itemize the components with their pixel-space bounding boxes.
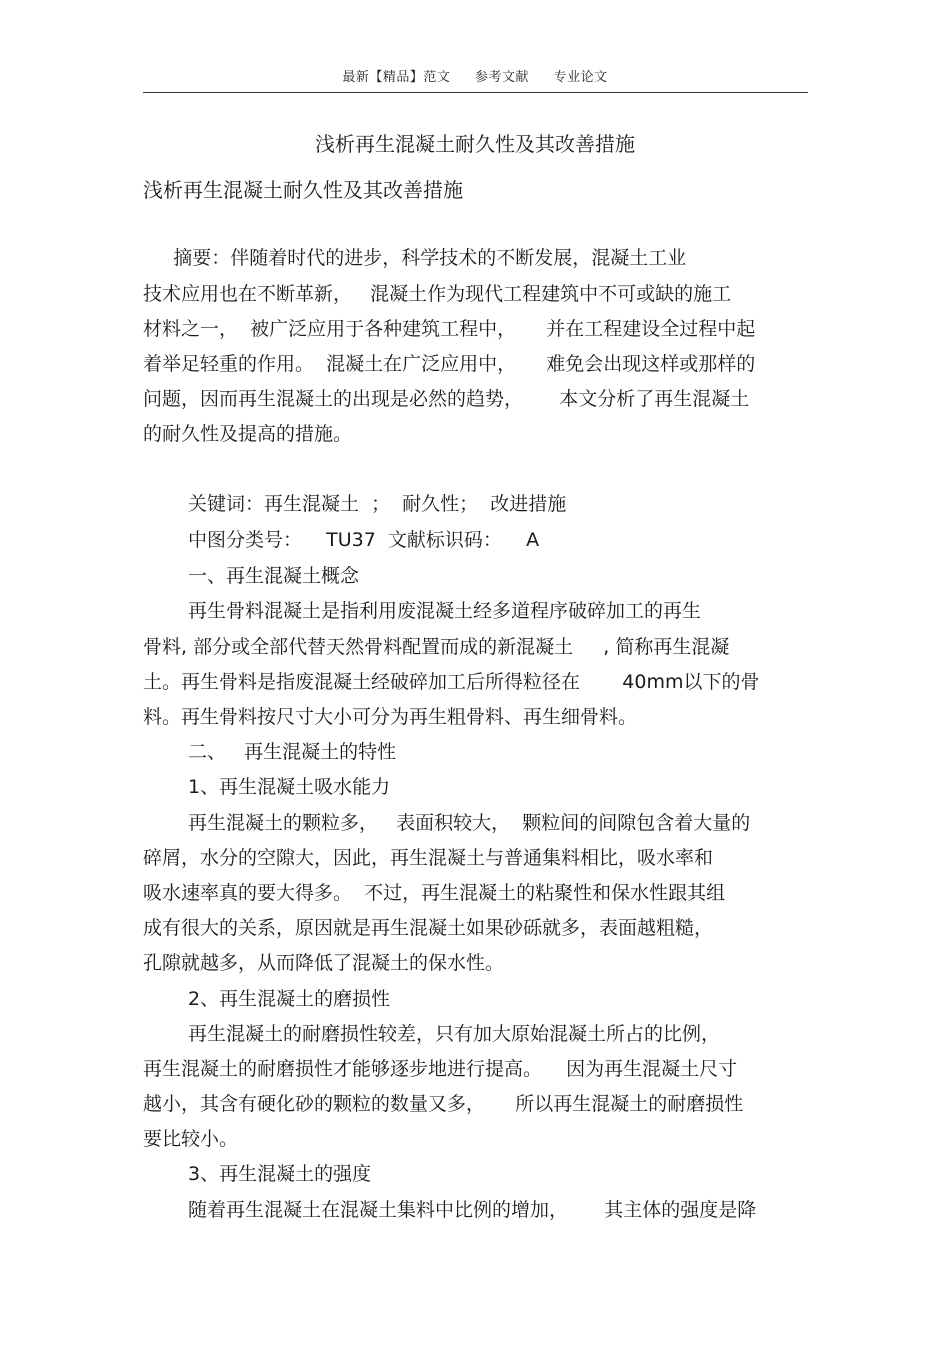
body-line: 再生混凝土的耐磨损性较差，只有加大原始混凝土所占的比例， xyxy=(188,1023,721,1045)
subsection-heading: 1、再生混凝土吸水能力 xyxy=(188,776,391,798)
body-line: 越小，其含有硬化砂的颗粒的数量又多， 所以再生混凝土的耐磨损性 xyxy=(143,1093,744,1115)
body-line: 骨料, 部分或全部代替天然骨料配置而成的新混凝土 , 简称再生混凝 xyxy=(143,636,730,658)
classification-line: 中图分类号： TU37 文献标识码： A xyxy=(188,529,540,551)
section-heading: 一、再生混凝土概念 xyxy=(188,565,360,587)
subsection-heading: 3、再生混凝土的强度 xyxy=(188,1163,372,1185)
header-left-text: 最新【精品】范文 xyxy=(342,70,451,85)
subsection-heading: 2、再生混凝土的磨损性 xyxy=(188,988,391,1010)
body-line: 随着再生混凝土在混凝土集料中比例的增加， 其主体的强度是降 xyxy=(188,1199,757,1221)
document-title: 浅析再生混凝土耐久性及其改善措施 xyxy=(315,132,635,156)
body-line: 料。再生骨料按尺寸大小可分为再生粗骨料、再生细骨料。 xyxy=(143,706,638,728)
body-line: 吸水速率真的要大得多。 不过，再生混凝土的粘聚性和保水性跟其组 xyxy=(143,882,726,904)
body-line: 的耐久性及提高的措施。 xyxy=(143,423,353,445)
body-line: 土。再生骨料是指废混凝土经破碎加工后所得粒径在 40mm以下的骨 xyxy=(143,671,760,693)
body-line: 着举足轻重的作用。 混凝土在广泛应用中， 难免会出现这样或那样的 xyxy=(143,353,756,375)
document-subtitle: 浅析再生混凝土耐久性及其改善措施 xyxy=(143,178,463,202)
body-line: 材料之一， 被广泛应用于各种建筑工程中， 并在工程建设全过程中起 xyxy=(143,318,756,340)
body-line: 摘要：伴随着时代的进步，科学技术的不断发展，混凝土工业 xyxy=(143,247,687,269)
body-line: 再生混凝土的颗粒多， 表面积较大， 颗粒间的间隙包含着大量的 xyxy=(188,812,751,834)
body-line: 孔隙就越多，从而降低了混凝土的保水性。 xyxy=(143,952,505,974)
header-rule xyxy=(143,92,808,93)
body-line: 再生骨料混凝土是指利用废混凝土经多道程序破碎加工的再生 xyxy=(188,600,702,622)
body-line: 要比较小。 xyxy=(143,1128,239,1150)
page-header xyxy=(0,66,950,85)
header-center-text: 参考文献 xyxy=(474,70,529,85)
body-line: 问题，因而再生混凝土的出现是必然的趋势， 本文分析了再生混凝土 xyxy=(143,388,750,410)
body-line: 再生混凝土的耐磨损性才能够逐步地进行提高。 因为再生混凝土尺寸 xyxy=(143,1058,738,1080)
body-line: 成有很大的关系，原因就是再生混凝土如果砂砾就多，表面越粗糙， xyxy=(143,917,714,939)
body-line: 碎屑，水分的空隙大，因此，再生混凝土与普通集料相比，吸水率和 xyxy=(143,847,714,869)
body-line: 技术应用也在不断革新， 混凝土作为现代工程建筑中不可或缺的施工 xyxy=(143,283,732,305)
header-right-text: 专业论文 xyxy=(553,70,608,85)
section-heading: 二、 再生混凝土的特性 xyxy=(188,741,397,763)
keywords-line: 关键词：再生混凝土 ； 耐久性； 改进措施 xyxy=(188,493,567,515)
